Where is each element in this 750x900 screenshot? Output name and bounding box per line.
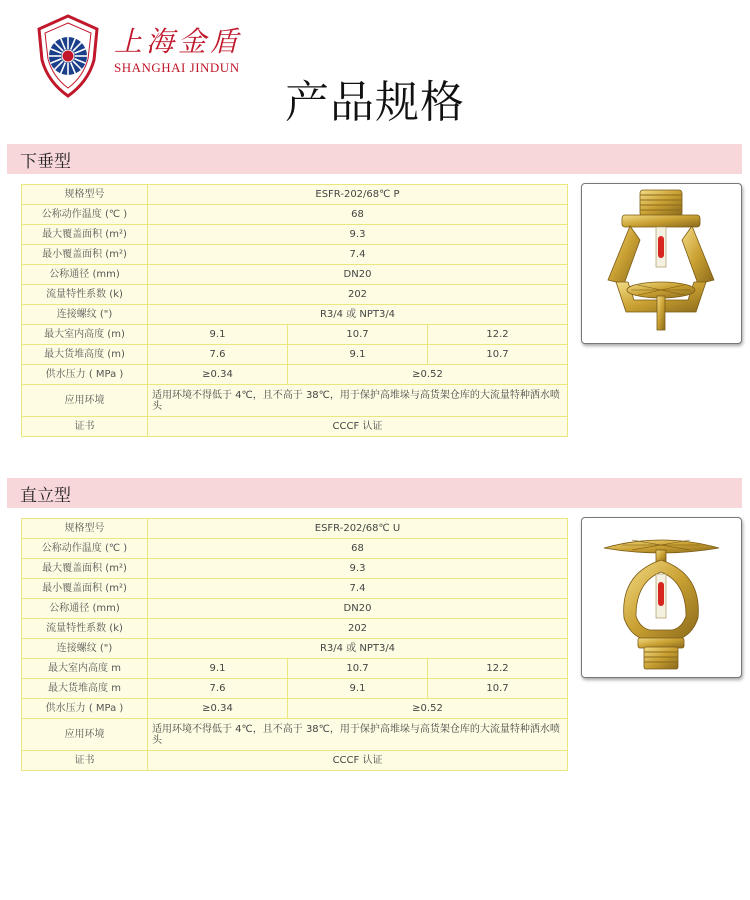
row-value: R3/4 或 NPT3/4: [148, 305, 568, 325]
table-row: [22, 385, 568, 417]
row-value: 9.1: [288, 345, 428, 365]
table-row: [22, 559, 568, 579]
row-value: DN20: [148, 599, 568, 619]
row-value: 202: [148, 285, 568, 305]
row-value: ESFR-202/68℃ P: [148, 185, 568, 205]
row-label: 应用环境: [22, 385, 148, 417]
table-row: [22, 245, 568, 265]
row-label: 供水压力 ( MPa ): [22, 699, 148, 719]
row-label: 规格型号: [22, 185, 148, 205]
row-label: 最大覆盖面积 (m²): [22, 559, 148, 579]
table-row: [22, 639, 568, 659]
brand-name-cn: 上海金盾: [114, 25, 243, 58]
upright-sprinkler-icon: [582, 518, 741, 677]
table-row: [22, 225, 568, 245]
row-value: 9.1: [148, 325, 288, 345]
row-label: 公称动作温度 (℃ ): [22, 539, 148, 559]
row-label: 最大室内高度 m: [22, 659, 148, 679]
spec-table-upright: [21, 518, 568, 771]
table-row: [22, 345, 568, 365]
row-value: 适用环境不得低于 4℃，且不高于 38℃，用于保护高堆垛与高货架仓库的大流量特种洒水喷头: [148, 385, 568, 417]
row-value: CCCF 认证: [148, 751, 568, 771]
section-title: 直立型: [20, 486, 71, 506]
product-photo-pendent: [581, 183, 742, 344]
table-row: [22, 751, 568, 771]
row-value: 9.3: [148, 225, 568, 245]
row-value: 适用环境不得低于 4℃，且不高于 38℃，用于保护高堆垛与高货架仓库的大流量特种洒水喷头: [148, 719, 568, 751]
table-row: [22, 619, 568, 639]
row-value: 9.3: [148, 559, 568, 579]
row-label: 最小覆盖面积 (m²): [22, 579, 148, 599]
row-value: 12.2: [428, 325, 568, 345]
table-row: [22, 285, 568, 305]
row-label: 公称动作温度 (℃ ): [22, 205, 148, 225]
row-label: 流量特性系数 (k): [22, 285, 148, 305]
table-row: [22, 417, 568, 437]
row-value: 68: [148, 205, 568, 225]
table-row: [22, 205, 568, 225]
section-header-upright: [7, 478, 742, 508]
row-label: 连接螺纹 ("): [22, 639, 148, 659]
row-value: ≥0.34: [148, 365, 288, 385]
product-photo-upright: [581, 517, 742, 678]
row-value: 10.7: [428, 679, 568, 699]
table-row: [22, 679, 568, 699]
row-label: 证书: [22, 417, 148, 437]
table-row: [22, 659, 568, 679]
row-label: 最大覆盖面积 (m²): [22, 225, 148, 245]
row-label: 规格型号: [22, 519, 148, 539]
table-row: [22, 365, 568, 385]
table-row: [22, 719, 568, 751]
table-row: [22, 325, 568, 345]
row-value: R3/4 或 NPT3/4: [148, 639, 568, 659]
row-value: 7.6: [148, 679, 288, 699]
row-value: CCCF 认证: [148, 417, 568, 437]
row-value: ESFR-202/68℃ U: [148, 519, 568, 539]
page-title: 产品规格: [285, 77, 465, 128]
row-label: 连接螺纹 ("): [22, 305, 148, 325]
row-value: ≥0.52: [288, 365, 568, 385]
table-row: [22, 599, 568, 619]
row-label: 供水压力 ( MPa ): [22, 365, 148, 385]
row-value: ≥0.34: [148, 699, 288, 719]
table-row: [22, 699, 568, 719]
row-value: DN20: [148, 265, 568, 285]
row-value: 7.6: [148, 345, 288, 365]
row-label: 公称通径 (mm): [22, 265, 148, 285]
row-label: 公称通径 (mm): [22, 599, 148, 619]
row-value: 202: [148, 619, 568, 639]
row-value: 9.1: [148, 659, 288, 679]
table-row: [22, 265, 568, 285]
row-label: 最大货堆高度 (m): [22, 345, 148, 365]
row-value: 12.2: [428, 659, 568, 679]
row-value: 7.4: [148, 579, 568, 599]
brand-name-en: SHANGHAI JINDUN: [114, 60, 240, 75]
row-label: 应用环境: [22, 719, 148, 751]
row-label: 证书: [22, 751, 148, 771]
row-value: 10.7: [288, 659, 428, 679]
table-row: [22, 185, 568, 205]
row-value: 10.7: [428, 345, 568, 365]
row-label: 流量特性系数 (k): [22, 619, 148, 639]
spec-table-pendent: [21, 184, 568, 437]
table-row: [22, 305, 568, 325]
pendent-sprinkler-icon: [582, 184, 741, 343]
row-label: 最大货堆高度 m: [22, 679, 148, 699]
row-label: 最小覆盖面积 (m²): [22, 245, 148, 265]
row-label: 最大室内高度 (m): [22, 325, 148, 345]
row-value: ≥0.52: [288, 699, 568, 719]
section-header-pendent: [7, 144, 742, 174]
table-row: [22, 579, 568, 599]
table-row: [22, 519, 568, 539]
row-value: 68: [148, 539, 568, 559]
table-row: [22, 539, 568, 559]
row-value: 9.1: [288, 679, 428, 699]
row-value: 7.4: [148, 245, 568, 265]
row-value: 10.7: [288, 325, 428, 345]
section-title: 下垂型: [20, 152, 71, 172]
